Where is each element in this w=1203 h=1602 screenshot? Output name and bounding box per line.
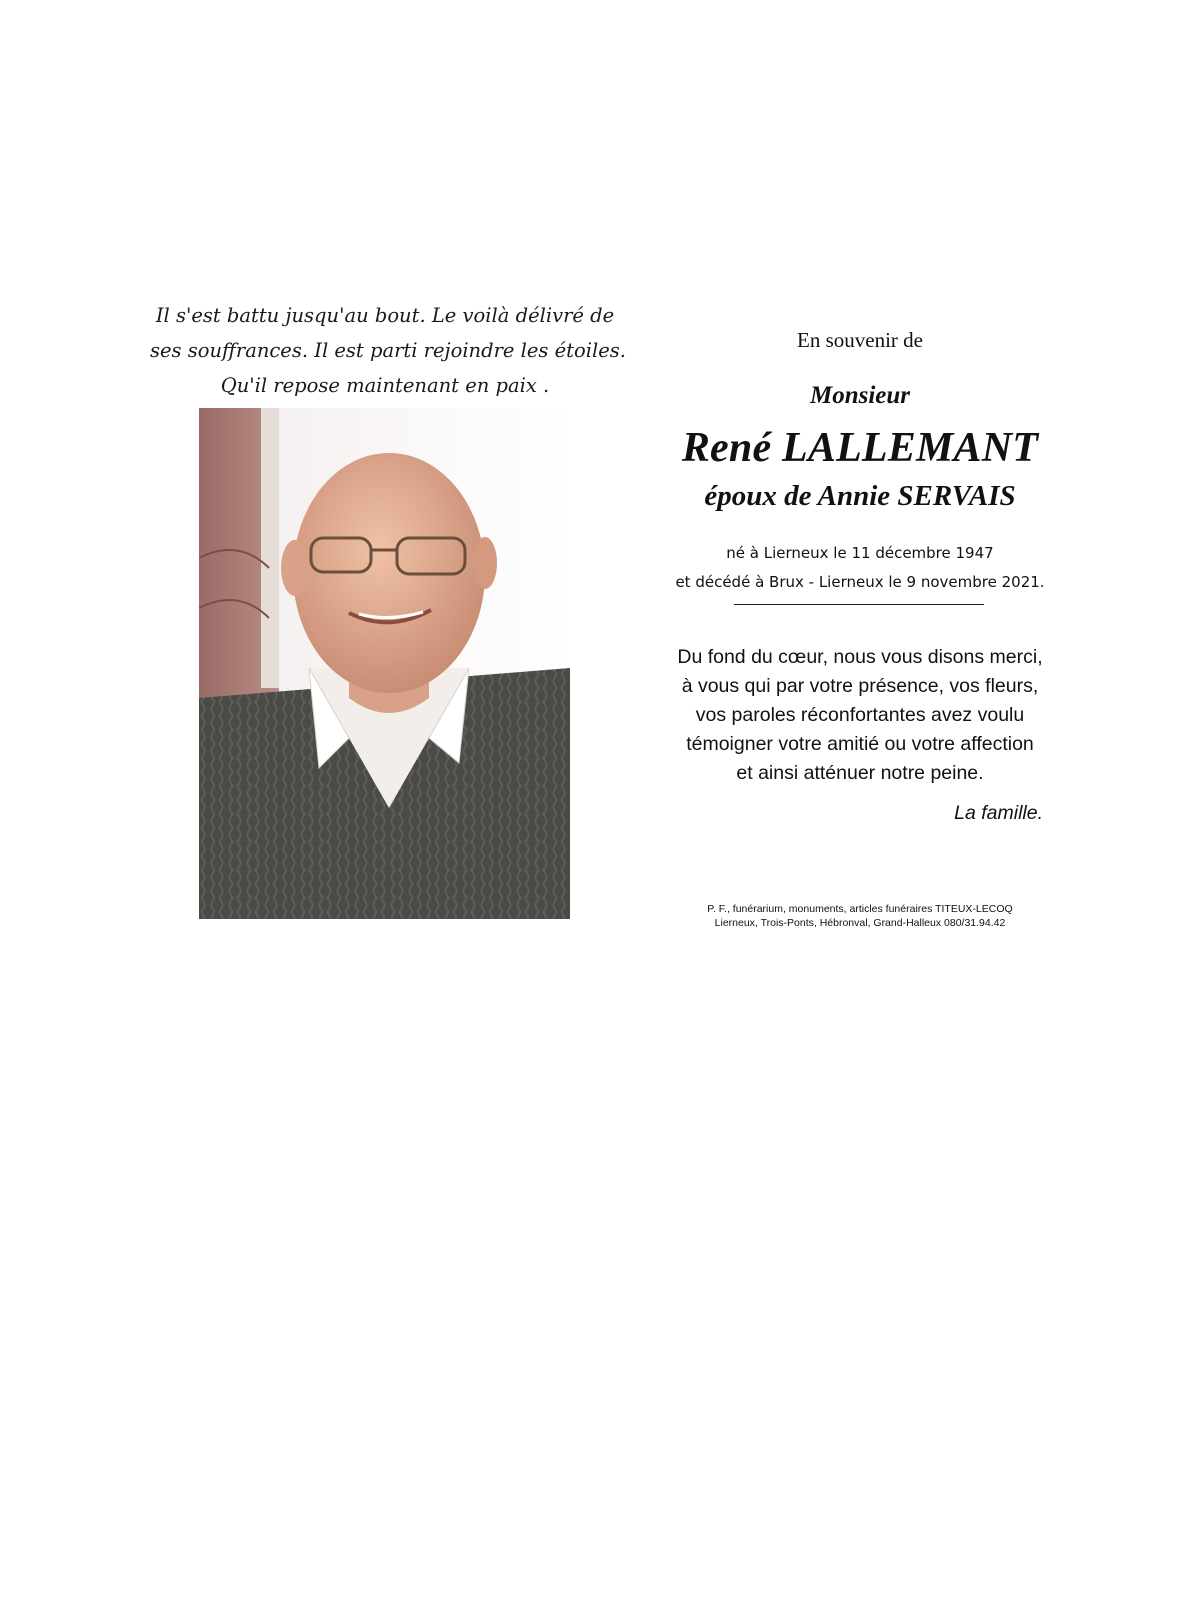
death-line: et décédé à Brux - Lierneux le 9 novembre 2021.: [675, 573, 1045, 591]
divider: [734, 604, 984, 605]
quote-line-1: Il s'est battu jusqu'au bout. Le voilà délivré de: [155, 304, 615, 327]
footer-line-2: Lierneux, Trois-Ponts, Hébronval, Grand-Halleux 080/31.94.42: [714, 917, 1006, 929]
life-dates: [620, 539, 1100, 597]
family-signature: La famille.: [954, 802, 1043, 824]
thanks-line-2: à vous qui par votre présence, vos fleurs,: [681, 675, 1039, 697]
spouse-line: époux de Annie SERVAIS: [704, 480, 1016, 512]
memorial-quote: [150, 298, 626, 403]
thanks-line-4: témoigner votre amitié ou votre affection: [686, 733, 1034, 755]
thanks-message: [640, 643, 1080, 788]
thanks-line-3: vos paroles réconfortantes avez voulu: [695, 704, 1025, 726]
deceased-name: René LALLEMANT: [681, 425, 1039, 471]
birth-line: né à Lierneux le 11 décembre 1947: [726, 544, 994, 562]
honorific: Monsieur: [809, 382, 911, 409]
funeral-home-footer: [640, 902, 1080, 930]
souvenir-label: En souvenir de: [797, 328, 923, 352]
thanks-line-1: Du fond du cœur, nous vous disons merci,: [677, 646, 1043, 668]
footer-line-1: P. F., funérarium, monuments, articles funéraires TITEUX-LECOQ: [707, 903, 1013, 915]
portrait-photo: [199, 408, 570, 919]
quote-line-3: Qu'il repose maintenant en paix .: [220, 374, 550, 397]
quote-line-2: ses souffrances. Il est parti rejoindre les étoiles.: [150, 339, 626, 362]
portrait-illustration: [199, 408, 570, 919]
thanks-line-5: et ainsi atténuer notre peine.: [736, 762, 984, 784]
